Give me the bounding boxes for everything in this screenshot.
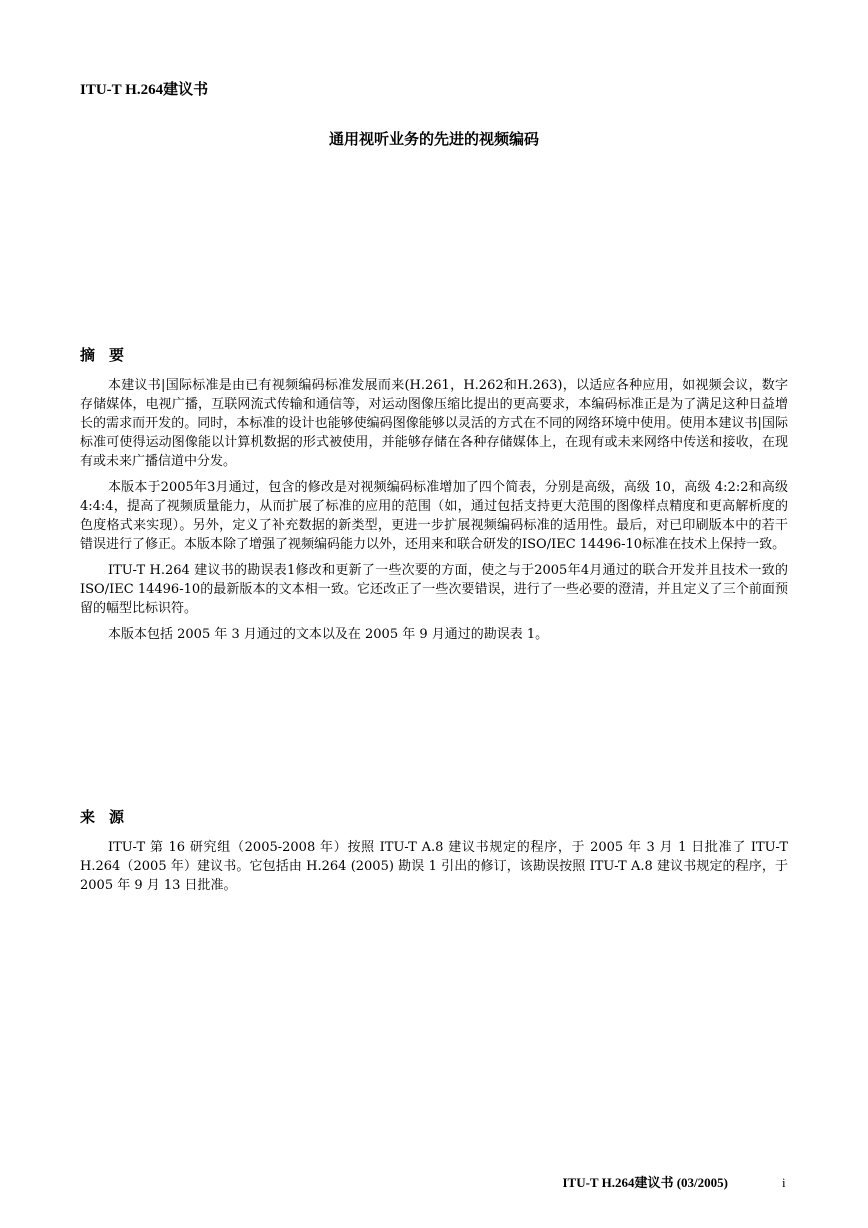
footer-reference: ITU-T H.264建议书 (03/2005): [562, 1175, 728, 1190]
summary-heading: 摘要: [80, 346, 139, 364]
summary-paragraph-1: 本建议书|国际标准是由已有视频编码标准发展而来(H.261，H.262和H.263)，以适应各种应用，如视频会议，数字存储媒体，电视广播，互联网流式传输和通信等，对运动图像压缩比提出的更高要求，本编码标准正是为了满足这种日益增长的需求而开发的。同时，本标准的设计也能够使编码图像能够以灵活的方式在不同的网络环境中使用。使用本建议书|国际标准可使得运动图像能以计算机数据的形式被使用，并能够存储在各种存储媒体上，在现有或未来网络中传送和接收，在现有或未来广播信道中分发。: [80, 378, 788, 469]
source-paragraph-1: ITU-T 第 16 研究组（2005-2008 年）按照 ITU-T A.8 建议书规定的程序，于 2005 年 3 月 1 日批准了 ITU-T H.264（2005 年）建议书。它包括由 H.264 (2005) 勘误 1 引出的修订，该勘误按照 ITU-T A.8 建议书规定的程序，于 2005 年 9 月 13 日批准。: [80, 840, 788, 893]
summary-paragraph-4: 本版本包括 2005 年 3 月通过的文本以及在 2005 年 9 月通过的勘误表 1。: [108, 627, 549, 642]
source-body: [80, 838, 788, 902]
source-heading: 来源: [80, 808, 139, 826]
summary-paragraph-3: ITU-T H.264 建议书的勘误表1修改和更新了一些次要的方面，使之与于2005年4月通过的联合开发并且技术一致的ISO/IEC 14496-10的最新版本的文本相一致。它还改正了一些次要错误，进行了一些必要的澄清，并且定义了三个前面预留的幅型比标识符。: [80, 563, 788, 616]
document-title: 通用视听业务的先进的视频编码: [328, 130, 539, 148]
summary-body: [80, 376, 788, 651]
summary-paragraph-2: 本版本于2005年3月通过，包含的修改是对视频编码标准增加了四个简表，分别是高级，高级 10，高级 4:2:2和高级 4:4:4，提高了视频质量能力，从而扩展了标准的应用的范围（如，通过包括支持更大范围的图像样点精度和更高解析度的色度格式来实现）。另外，定义了补充数据的新类型，更进一步扩展视频编码标准的适用性。最后，对已印刷版本中的若干错误进行了修正。本版本除了增强了视频编码能力以外，还用来和联合研发的ISO/IEC 14496-10标准在技术上保持一致。: [80, 480, 788, 552]
running-header: ITU-T H.264建议书: [80, 82, 209, 98]
page-number: i: [782, 1175, 786, 1190]
